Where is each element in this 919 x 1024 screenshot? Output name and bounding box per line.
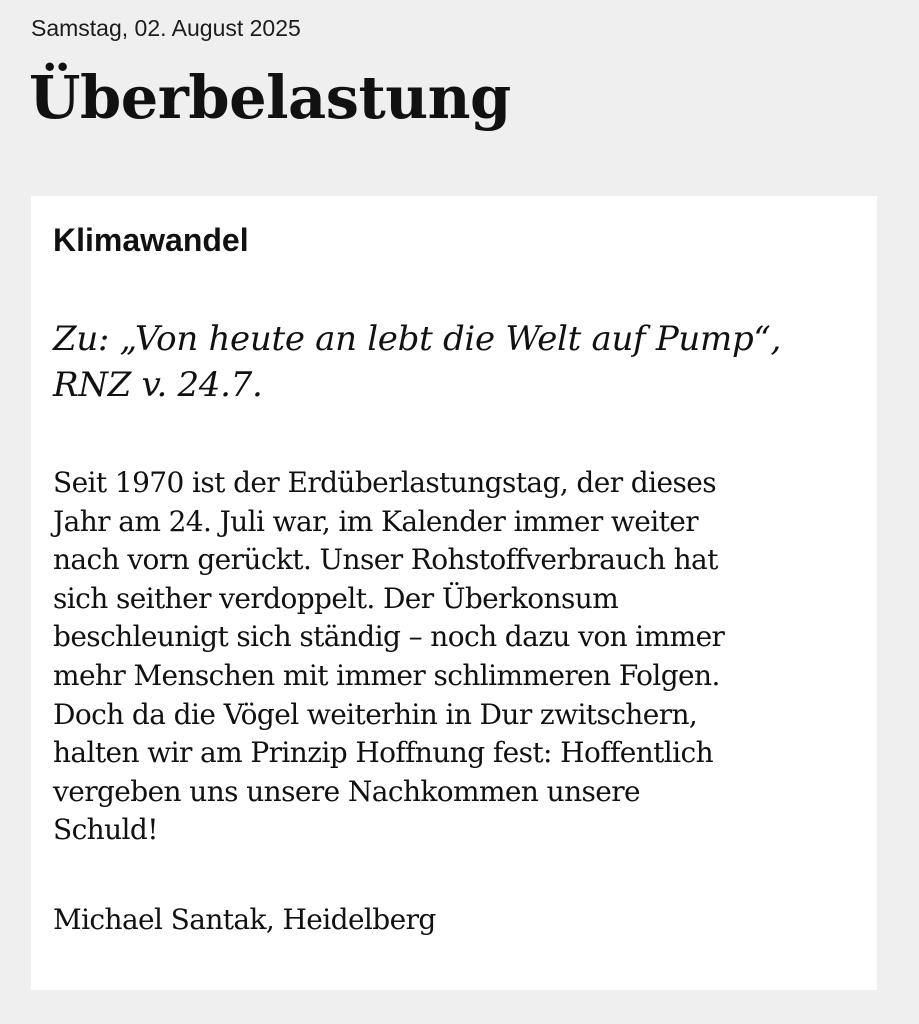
letter-body-line: sich seither verdoppelt. Der Überkonsum [53,581,619,615]
letter-reference [53,316,863,408]
letter-body-line: vergeben uns unsere Nachkommen unsere [53,774,640,808]
letter-body [53,464,863,850]
letter-body-line: halten wir am Prinzip Hoffnung fest: Hoffentlich [53,736,714,770]
letter-reference-line: Zu: „Von heute an lebt die Welt auf Pump“, [53,319,781,359]
letter-card [31,196,877,990]
article-headline: Überbelastung [29,63,511,132]
letter-body-line: beschleunigt sich ständig – noch dazu von immer [53,620,725,654]
letter-body-line: mehr Menschen mit immer schlimmeren Folgen. [53,658,720,692]
letter-author: Michael Santak, Heidelberg [53,903,436,936]
letter-body-line: Schuld! [53,813,158,847]
letter-body-line: nach vorn gerückt. Unser Rohstoffverbrauch hat [53,543,718,577]
letter-body-line: Seit 1970 ist der Erdüberlastungstag, der dieses [53,466,716,499]
article-date: Samstag, 02. August 2025 [31,15,301,41]
letter-rubric: Klimawandel [53,222,249,258]
letter-reference-line: RNZ v. 24.7. [53,365,263,405]
letter-body-line: Jahr am 24. Juli war, im Kalender immer weiter [53,504,699,538]
letter-body-line: Doch da die Vögel weiterhin in Dur zwitschern, [53,697,698,731]
